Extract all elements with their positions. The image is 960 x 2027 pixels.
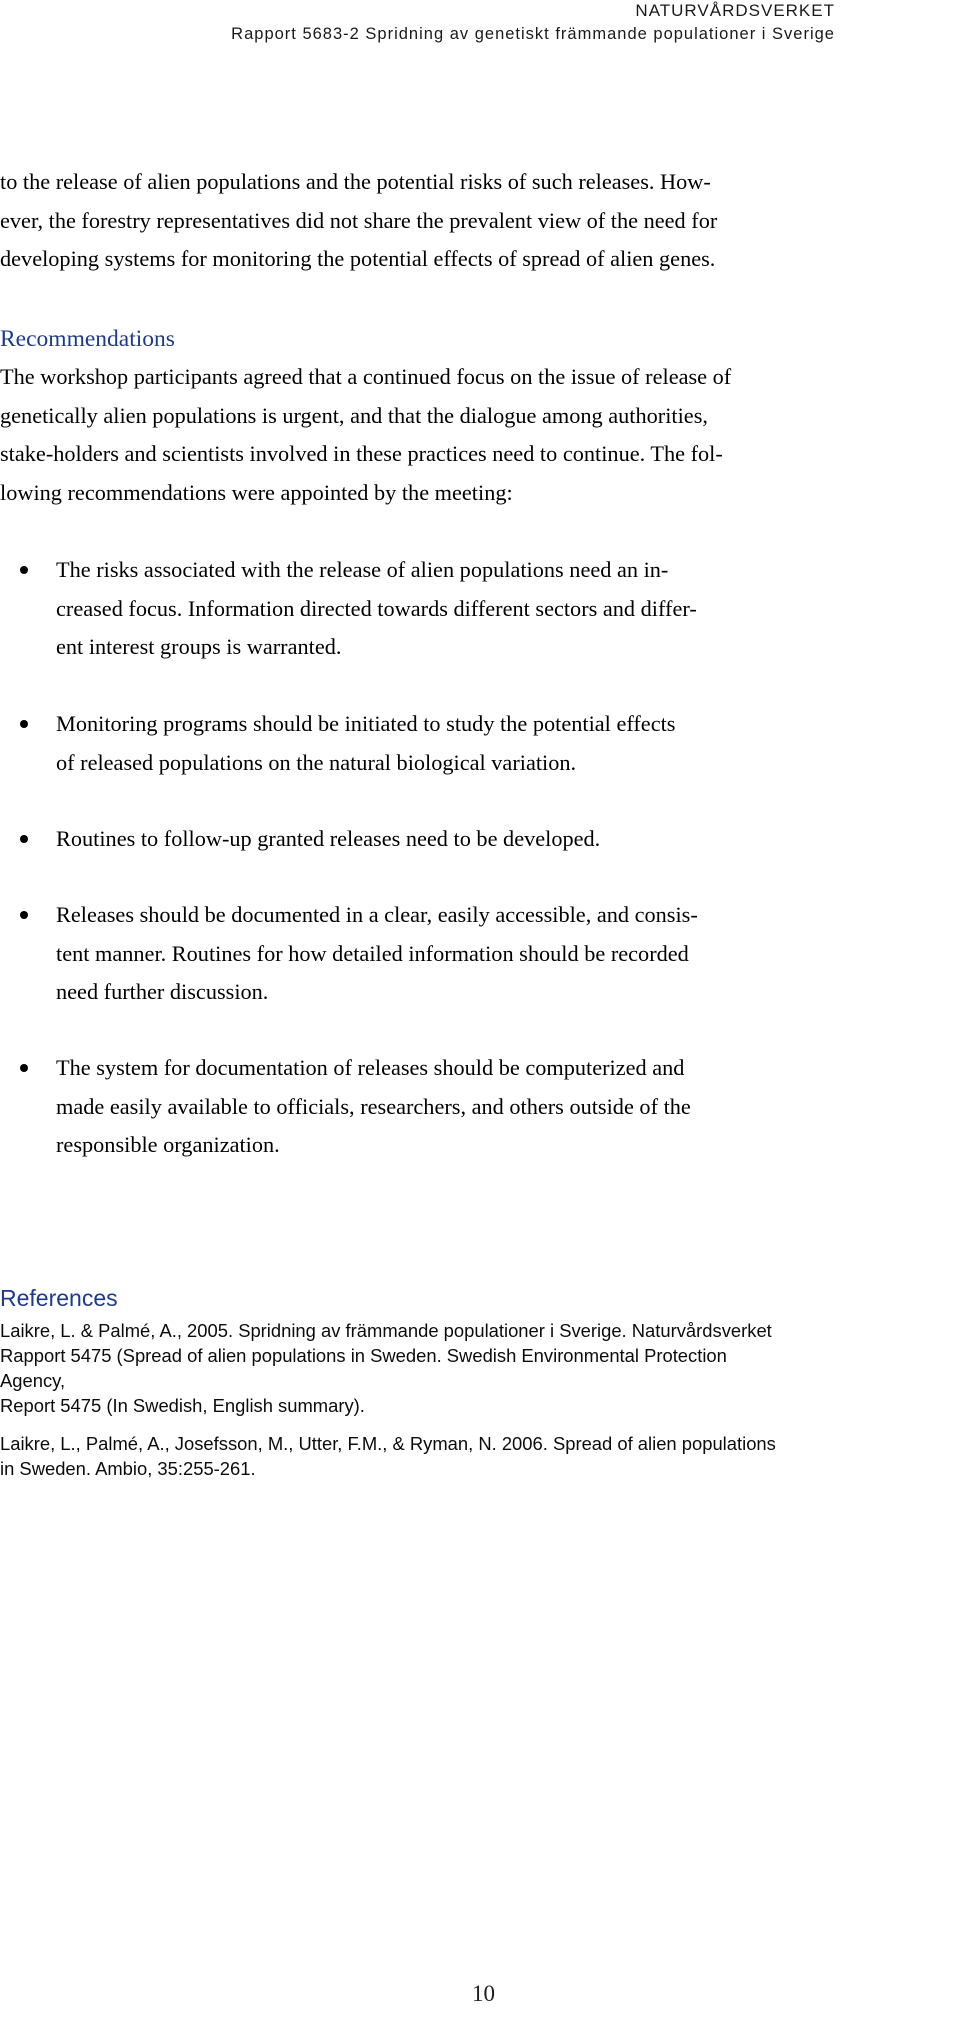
text-line: The risks associated with the release of alien populations need an in-	[56, 557, 669, 582]
text-line: made easily available to officials, researchers, and others outside of the	[56, 1093, 691, 1119]
text-line: Laikre, L. & Palmé, A., 2005. Spridning av främmande populationer i Sverige. Naturvårdsverket	[0, 1320, 772, 1341]
bullet-icon	[20, 911, 28, 919]
list-item-text	[56, 1049, 691, 1165]
text-line: Rapport 5475 (Spread of alien populations in Sweden. Swedish Environmental Protection	[0, 1345, 727, 1366]
bullet-icon	[20, 835, 28, 843]
text-line: genetically alien populations is urgent, and that the dialogue among authorities,	[0, 402, 708, 428]
text-line: lowing recommendations were appointed by the meeting:	[0, 479, 513, 505]
list-item-text	[56, 896, 698, 1012]
text-line: Report 5475 (In Swedish, English summary).	[0, 1395, 365, 1416]
list-item-text	[56, 705, 675, 782]
text-line: Monitoring programs should be initiated to study the potential effects	[56, 711, 676, 736]
bullet-icon	[20, 720, 28, 728]
text-line: Routines to follow-up granted releases need to be developed.	[56, 826, 601, 851]
references-heading: References	[0, 1285, 118, 1311]
page-number: 10	[472, 1981, 495, 2006]
reference-entry	[0, 1318, 960, 1418]
list-item-text	[56, 820, 600, 859]
text-line: Laikre, L., Palmé, A., Josefsson, M., Utter, F.M., & Ryman, N. 2006. Spread of alien populations	[0, 1433, 776, 1454]
text-line: responsible organization.	[56, 1132, 280, 1157]
list-item-text	[56, 551, 697, 667]
header-organization: NATURVÅRDSVERKET	[635, 1, 835, 20]
recommendations-paragraph	[0, 358, 960, 512]
recommendations-heading: Recommendations	[0, 326, 175, 352]
text-line: of released populations on the natural biological variation.	[56, 749, 577, 775]
text-line: need further discussion.	[56, 979, 269, 1004]
text-line: tent manner. Routines for how detailed information should be recorded	[56, 940, 689, 966]
intro-paragraph	[0, 163, 960, 279]
text-line: creased focus. Information directed towards different sectors and differ-	[56, 595, 697, 621]
text-line: ent interest groups is warranted.	[56, 634, 342, 659]
text-line: in Sweden. Ambio, 35:255-261.	[0, 1458, 256, 1479]
text-line: to the release of alien populations and the potential risks of such releases. How-	[0, 169, 711, 194]
text-line: The workshop participants agreed that a continued focus on the issue of release of	[0, 364, 732, 389]
text-line: Agency,	[0, 1370, 66, 1391]
text-line: ever, the forestry representatives did not share the prevalent view of the need for	[0, 207, 718, 233]
bullet-icon	[20, 566, 28, 574]
text-line: Releases should be documented in a clear, easily accessible, and consis-	[56, 902, 698, 927]
header-report-title: Rapport 5683-2 Spridning av genetiskt främmande populationer i Sverige	[231, 25, 835, 43]
text-line: stake-holders and scientists involved in these practices need to continue. The fol-	[0, 441, 723, 466]
bullet-icon	[20, 1064, 28, 1072]
reference-entry	[0, 1431, 960, 1481]
text-line: The system for documentation of releases should be computerized and	[56, 1055, 685, 1080]
page-header	[231, 0, 835, 45]
text-line: developing systems for monitoring the potential effects of spread of alien genes.	[0, 246, 716, 271]
